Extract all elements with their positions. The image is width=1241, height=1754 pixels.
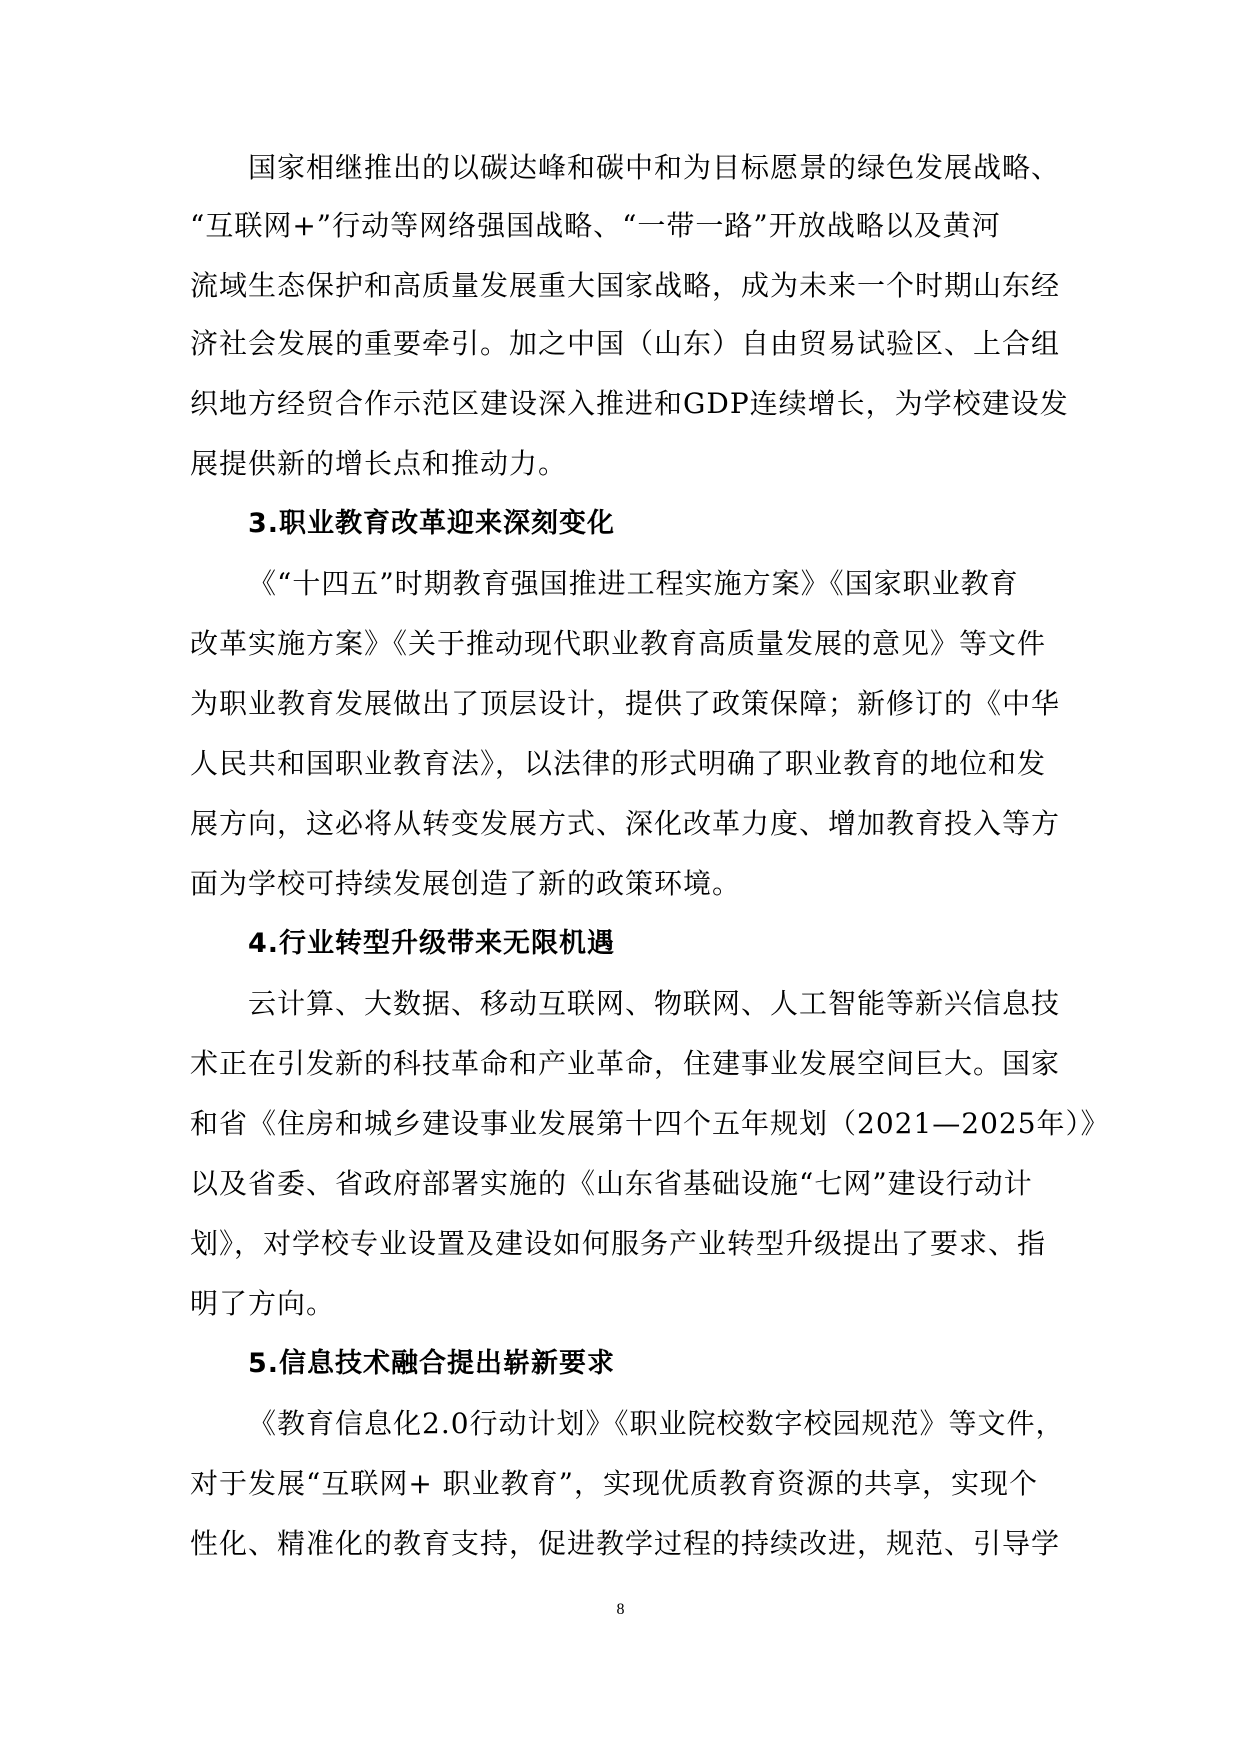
paragraph-line: 《教育信息化2.0行动计划》《职业院校数字校园规范》等文件， [248,1407,1065,1440]
paragraph-line: 为职业教育发展做出了顶层设计，提供了政策保障；新修订的《中华 [190,687,1061,720]
paragraph-line: 织地方经贸合作示范区建设深入推进和GDP连续增长，为学校建设发 [190,387,1069,420]
paragraph-line: 展方向，这必将从转变发展方式、深化改革力度、增加教育投入等方 [190,807,1061,840]
paragraph-line: 划》，对学校专业设置及建设如何服务产业转型升级提出了要求、指 [190,1227,1047,1260]
paragraph-line: 《“十四五”时期教育强国推进工程实施方案》《国家职业教育 [248,567,1019,600]
paragraph-line: 济社会发展的重要牵引。加之中国（山东）自由贸易试验区、上合组 [190,327,1061,360]
paragraph-line: 术正在引发新的科技革命和产业革命，住建事业发展空间巨大。国家 [190,1047,1061,1080]
paragraph-line: 流域生态保护和高质量发展重大国家战略，成为未来一个时期山东经 [190,269,1061,302]
section-heading: 4.行业转型升级带来无限机遇 [248,928,616,959]
paragraph-line: 展提供新的增长点和推动力。 [190,447,568,480]
paragraph-line: “互联网+”行动等网络强国战略、“一带一路”开放战略以及黄河 [190,209,1001,242]
paragraph-line: 人民共和国职业教育法》，以法律的形式明确了职业教育的地位和发 [190,747,1047,780]
paragraph-line: 改革实施方案》《关于推动现代职业教育高质量发展的意见》等文件 [190,627,1047,660]
paragraph-line: 云计算、大数据、移动互联网、物联网、人工智能等新兴信息技 [248,987,1061,1020]
paragraph-line: 明了方向。 [190,1287,336,1320]
paragraph-line: 面为学校可持续发展创造了新的政策环境。 [190,867,742,900]
paragraph-line: 对于发展“互联网+ 职业教育”，实现优质教育资源的共享，实现个 [190,1467,1038,1500]
paragraph-line: 以及省委、省政府部署实施的《山东省基础设施“七网”建设行动计 [190,1167,1033,1200]
paragraph-line: 性化、精准化的教育支持，促进教学过程的持续改进，规范、引导学 [190,1527,1061,1560]
paragraph-line: 和省《住房和城乡建设事业发展第十四个五年规划（2021—2025年）》 [190,1107,1110,1140]
page-number: 8 [616,1601,625,1618]
section-heading: 3.职业教育改革迎来深刻变化 [248,508,616,539]
section-heading: 5.信息技术融合提出崭新要求 [248,1348,616,1379]
paragraph-line: 国家相继推出的以碳达峰和碳中和为目标愿景的绿色发展战略、 [248,151,1061,184]
